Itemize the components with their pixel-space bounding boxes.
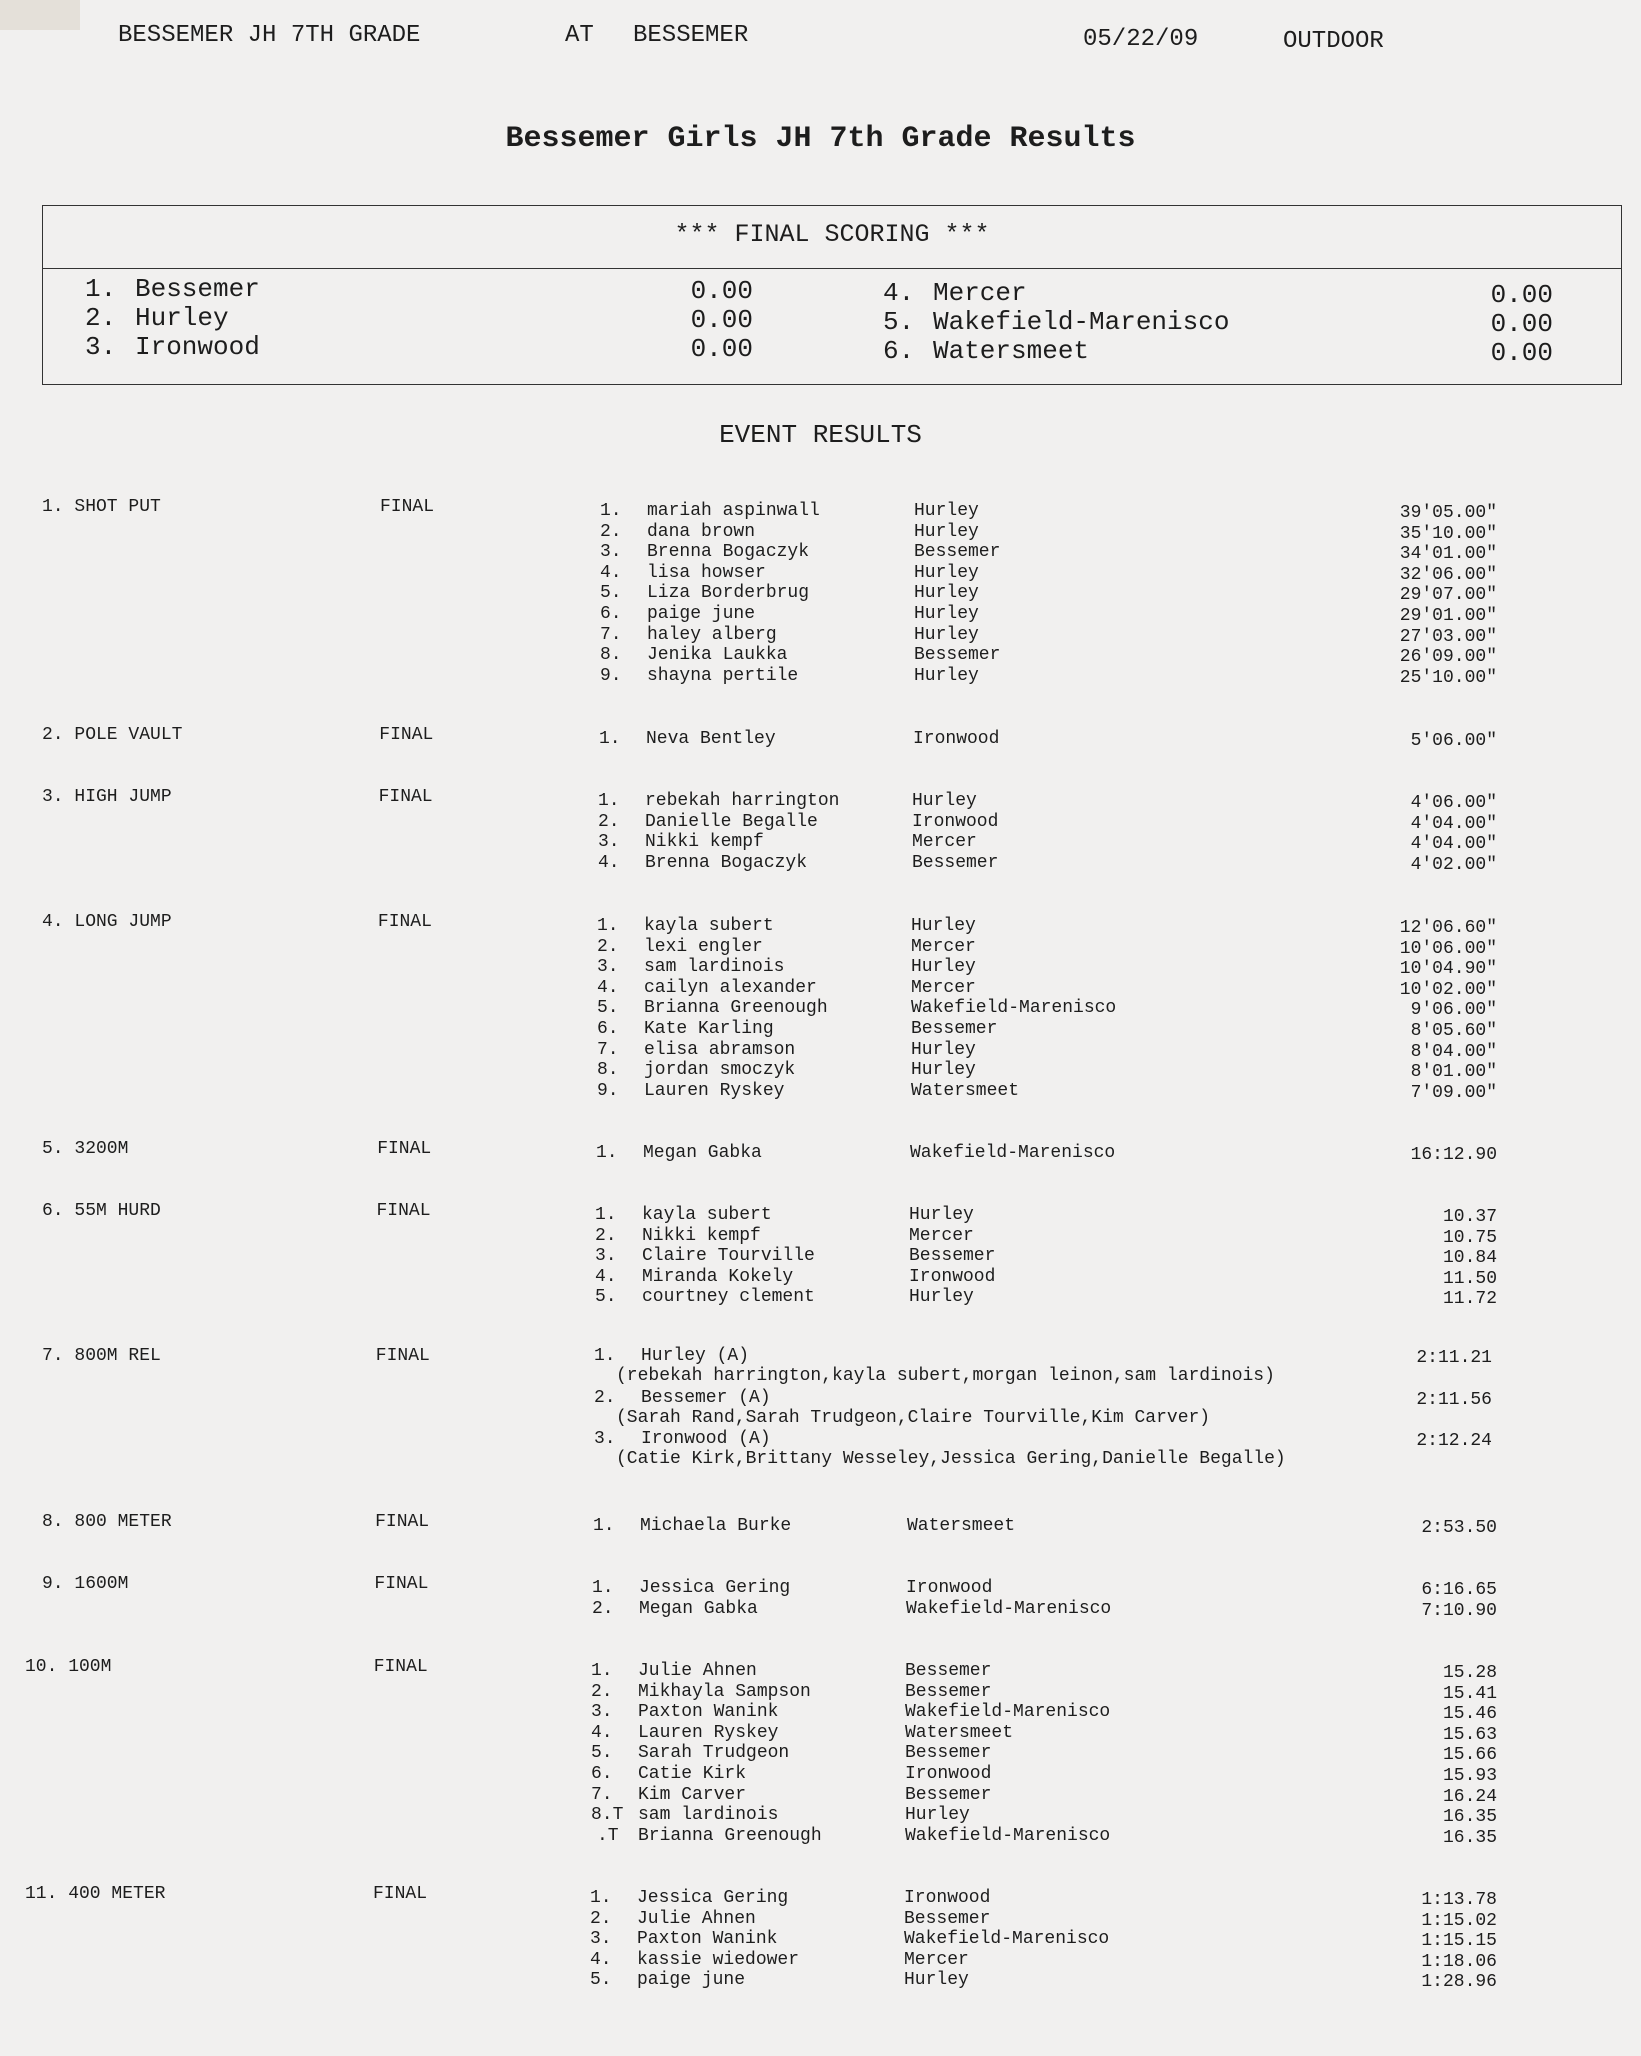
athlete-team: Bessemer — [914, 542, 1001, 563]
final-scoring-title: *** FINAL SCORING *** — [674, 220, 990, 249]
scoring-value: 0.00 — [690, 276, 753, 306]
meet-location: BESSEMER — [633, 22, 749, 49]
scoring-value: 0.00 — [690, 334, 753, 364]
result-place: 3. — [595, 1246, 617, 1267]
result-mark: 9'06.00" — [1410, 1000, 1497, 1021]
result-place: 7. — [591, 1784, 613, 1805]
athlete-team: Watersmeet — [905, 1722, 1014, 1743]
result-mark: 8'01.00" — [1410, 1062, 1497, 1083]
event-name: 3. HIGH JUMP — [42, 787, 172, 807]
athlete-team: Ironwood — [905, 1764, 992, 1784]
result-mark: 15.93 — [1442, 1766, 1497, 1786]
result-mark: 15.63 — [1442, 1724, 1497, 1745]
meet-name: BESSEMER JH 7TH GRADE — [118, 22, 421, 49]
result-mark: 1:15.02 — [1421, 1910, 1497, 1931]
result-place: 3. — [598, 832, 620, 853]
athlete-name: Mikhayla Sampson — [638, 1681, 811, 1702]
meet-date: 05/22/09 — [1083, 26, 1199, 53]
athlete-team: Bessemer — [905, 1661, 992, 1681]
at-label: AT — [565, 22, 594, 49]
scoring-value: 0.00 — [1490, 338, 1553, 368]
athlete-name: paige june — [647, 604, 756, 624]
scoring-rank: 5. — [883, 307, 915, 337]
athlete-name: Brenna Bogaczyk — [647, 542, 810, 563]
athlete-team: Mercer — [909, 1225, 974, 1246]
relay-members: (rebekah harrington,kayla subert,morgan leinon,sam lardinois) — [616, 1366, 1275, 1386]
athlete-team: Hurley — [911, 1060, 976, 1081]
result-place: 5. — [597, 998, 619, 1019]
result-mark: 32'06.00" — [1399, 564, 1497, 585]
athlete-team: Hurley — [914, 562, 979, 583]
athlete-name: Kate Karling — [644, 1019, 774, 1039]
result-place: 3. — [590, 1929, 612, 1950]
scoring-value: 0.00 — [1490, 309, 1553, 339]
result-mark: 1:15.15 — [1421, 1931, 1497, 1952]
athlete-name: cailyn alexander — [644, 977, 817, 998]
athlete-name: kayla subert — [644, 916, 774, 936]
result-mark: 15.46 — [1442, 1704, 1497, 1725]
athlete-team: Wakefield-Marenisco — [910, 1143, 1116, 1163]
athlete-team: Hurley — [914, 624, 979, 645]
event-round: FINAL — [375, 1346, 430, 1366]
relay-members: (Sarah Rand,Sarah Trudgeon,Claire Tourville,Kim Carver) — [616, 1407, 1211, 1428]
result-place: 4. — [597, 977, 619, 998]
result-mark: 10'06.00" — [1399, 938, 1497, 959]
scoring-team: Mercer — [933, 278, 1027, 308]
athlete-name: dana brown — [647, 521, 756, 542]
scoring-rank: 6. — [883, 336, 915, 366]
event-round: FINAL — [373, 1884, 428, 1904]
scoring-rank: 4. — [883, 278, 915, 308]
result-place: 8. — [600, 645, 622, 666]
athlete-team: Wakefield-Marenisco — [905, 1825, 1111, 1846]
athlete-team: Bessemer — [905, 1743, 992, 1764]
athlete-name: sam lardinois — [644, 957, 785, 978]
result-place: 1. — [591, 1661, 613, 1681]
athlete-team: Wakefield-Marenisco — [904, 1929, 1110, 1950]
result-place: 8.T — [591, 1805, 624, 1826]
athlete-name: lisa howser — [647, 562, 766, 583]
athlete-name: Julie Ahnen — [637, 1908, 756, 1929]
athlete-name: elisa abramson — [644, 1039, 796, 1060]
athlete-team: Wakefield-Marenisco — [906, 1598, 1112, 1619]
athlete-name: paige june — [637, 1970, 746, 1991]
event-name: 10. 100M — [25, 1657, 112, 1677]
athlete-name: Claire Tourville — [642, 1246, 815, 1267]
result-place: 9. — [600, 665, 622, 686]
athlete-name: Jessica Gering — [637, 1888, 789, 1908]
athlete-team: Bessemer — [909, 1246, 996, 1267]
result-place: 2. — [597, 936, 619, 957]
athlete-team: Hurley — [914, 583, 979, 604]
athlete-team: Bessemer — [905, 1784, 992, 1805]
result-place: .T — [597, 1825, 619, 1846]
result-mark: 1:13.78 — [1421, 1890, 1497, 1910]
result-place: 1. — [590, 1888, 612, 1908]
relay-mark: 2:12.24 — [1416, 1431, 1492, 1451]
athlete-team: Bessemer — [912, 852, 999, 873]
event-round: FINAL — [380, 497, 435, 517]
result-place: 4. — [591, 1722, 613, 1743]
event-name: 6. 55M HURD — [42, 1201, 161, 1221]
relay-place: 1. — [594, 1346, 616, 1366]
athlete-name: Megan Gabka — [643, 1143, 762, 1163]
event-name: 5. 3200M — [42, 1139, 129, 1159]
result-place: 1. — [595, 1205, 617, 1225]
event-round: FINAL — [378, 787, 433, 807]
athlete-team: Mercer — [911, 977, 976, 998]
athlete-name: kassie wiedower — [637, 1949, 800, 1970]
athlete-team: Ironwood — [906, 1578, 993, 1598]
athlete-team: Hurley — [911, 957, 976, 978]
athlete-name: Neva Bentley — [646, 729, 776, 749]
event-round: FINAL — [374, 1574, 429, 1594]
result-place: 3. — [600, 542, 622, 563]
result-mark: 10.75 — [1442, 1227, 1497, 1248]
athlete-name: Danielle Begalle — [645, 811, 818, 832]
result-mark: 34'01.00" — [1399, 544, 1497, 565]
result-mark: 10'04.90" — [1399, 959, 1497, 980]
result-place: 2. — [591, 1681, 613, 1702]
result-mark: 27'03.00" — [1399, 626, 1497, 647]
result-place: 5. — [600, 583, 622, 604]
athlete-team: Hurley — [914, 501, 979, 521]
scoring-team: Watersmeet — [933, 336, 1090, 366]
athlete-name: sam lardinois — [638, 1805, 779, 1826]
result-place: 2. — [590, 1908, 612, 1929]
result-mark: 16.24 — [1442, 1786, 1497, 1807]
athlete-team: Hurley — [911, 1039, 976, 1060]
athlete-name: haley alberg — [647, 624, 777, 645]
athlete-team: Hurley — [905, 1805, 970, 1826]
result-mark: 4'02.00" — [1410, 854, 1497, 875]
result-mark: 25'10.00" — [1399, 667, 1497, 688]
athlete-name: Liza Borderbrug — [647, 583, 810, 604]
event-round: FINAL — [377, 912, 432, 932]
event-name: 4. LONG JUMP — [42, 912, 172, 932]
result-mark: 16.35 — [1442, 1807, 1497, 1828]
event-name: 11. 400 METER — [25, 1884, 166, 1904]
athlete-name: Brianna Greenough — [644, 998, 828, 1019]
result-place: 4. — [590, 1949, 612, 1970]
athlete-name: Julie Ahnen — [638, 1661, 757, 1681]
athlete-team: Bessemer — [911, 1019, 998, 1039]
result-place: 7. — [597, 1039, 619, 1060]
athlete-name: Sarah Trudgeon — [638, 1743, 790, 1764]
result-mark: 6:16.65 — [1421, 1580, 1497, 1600]
athlete-name: Kim Carver — [638, 1784, 747, 1805]
result-mark: 4'04.00" — [1410, 813, 1497, 834]
result-place: 6. — [591, 1764, 613, 1784]
athlete-team: Watersmeet — [907, 1516, 1016, 1536]
box-divider — [43, 268, 1621, 269]
result-mark: 16.35 — [1442, 1827, 1497, 1848]
result-place: 7. — [600, 624, 622, 645]
athlete-team: Wakefield-Marenisco — [911, 998, 1117, 1019]
athlete-name: Megan Gabka — [639, 1598, 758, 1619]
result-place: 1. — [597, 916, 619, 936]
athlete-team: Mercer — [904, 1949, 969, 1970]
event-name: 7. 800M REL — [42, 1346, 161, 1366]
event-round: FINAL — [375, 1512, 430, 1532]
relay-mark: 2:11.21 — [1416, 1348, 1492, 1368]
result-mark: 15.28 — [1442, 1663, 1497, 1683]
result-place: 6. — [600, 604, 622, 624]
event-name: 8. 800 METER — [42, 1512, 172, 1532]
athlete-team: Bessemer — [914, 645, 1001, 666]
result-place: 6. — [597, 1019, 619, 1039]
athlete-name: shayna pertile — [647, 665, 799, 686]
result-place: 1. — [600, 501, 622, 521]
result-mark: 16:12.90 — [1410, 1145, 1497, 1165]
result-place: 5. — [591, 1743, 613, 1764]
result-mark: 1:28.96 — [1421, 1972, 1497, 1993]
scoring-team: Hurley — [135, 303, 229, 333]
scoring-value: 0.00 — [690, 305, 753, 335]
result-mark: 1:18.06 — [1421, 1951, 1497, 1972]
result-place: 4. — [598, 852, 620, 873]
athlete-team: Ironwood — [909, 1266, 996, 1287]
athlete-team: Mercer — [912, 832, 977, 853]
result-mark: 8'05.60" — [1410, 1021, 1497, 1041]
event-name: 9. 1600M — [42, 1574, 129, 1594]
event-round: FINAL — [379, 725, 434, 745]
scoring-team: Bessemer — [135, 274, 260, 304]
athlete-team: Mercer — [911, 936, 976, 957]
athlete-team: Hurley — [909, 1287, 974, 1308]
result-mark: 11.50 — [1442, 1268, 1497, 1289]
athlete-team: Hurley — [912, 791, 977, 811]
relay-place: 3. — [594, 1429, 616, 1449]
result-mark: 35'10.00" — [1399, 523, 1497, 544]
result-mark: 7'09.00" — [1410, 1082, 1497, 1103]
result-mark: 10.84 — [1442, 1248, 1497, 1269]
athlete-team: Hurley — [914, 665, 979, 686]
result-place: 1. — [598, 791, 620, 811]
result-mark: 5'06.00" — [1410, 731, 1497, 751]
athlete-name: jordan smoczyk — [644, 1060, 796, 1081]
result-mark: 39'05.00" — [1399, 503, 1497, 523]
paper-stain — [0, 0, 80, 30]
result-place: 5. — [590, 1970, 612, 1991]
result-place: 2. — [595, 1225, 617, 1246]
result-mark: 2:53.50 — [1421, 1518, 1497, 1538]
result-mark: 26'09.00" — [1399, 647, 1497, 668]
result-place: 9. — [597, 1080, 619, 1101]
athlete-team: Ironwood — [904, 1888, 991, 1908]
meet-venue: OUTDOOR — [1283, 28, 1384, 55]
result-mark: 10'02.00" — [1399, 979, 1497, 1000]
page-title: Bessemer Girls JH 7th Grade Results — [505, 122, 1136, 156]
athlete-name: Nikki kempf — [645, 832, 764, 853]
result-place: 1. — [599, 729, 621, 749]
result-mark: 12'06.60" — [1399, 918, 1497, 938]
scoring-rank: 1. — [85, 274, 117, 304]
result-place: 4. — [600, 562, 622, 583]
result-place: 5. — [595, 1287, 617, 1308]
relay-team: Bessemer (A) — [641, 1387, 771, 1408]
relay-mark: 2:11.56 — [1416, 1389, 1492, 1410]
event-results-title: EVENT RESULTS — [719, 420, 922, 450]
scoring-team: Wakefield-Marenisco — [933, 307, 1230, 337]
relay-members: (Catie Kirk,Brittany Wesseley,Jessica Gering,Danielle Begalle) — [616, 1449, 1286, 1469]
result-mark: 8'04.00" — [1410, 1041, 1497, 1062]
athlete-name: Paxton Wanink — [637, 1929, 778, 1950]
athlete-team: Bessemer — [905, 1681, 992, 1702]
athlete-team: Watersmeet — [911, 1080, 1020, 1101]
athlete-team: Bessemer — [904, 1908, 991, 1929]
event-round: FINAL — [373, 1657, 428, 1677]
athlete-name: kayla subert — [642, 1205, 772, 1225]
athlete-name: Miranda Kokely — [642, 1266, 794, 1287]
result-mark: 4'06.00" — [1410, 793, 1497, 813]
athlete-name: lexi engler — [644, 936, 763, 957]
event-name: 1. SHOT PUT — [42, 497, 161, 517]
event-round: FINAL — [376, 1201, 431, 1221]
athlete-name: rebekah harrington — [645, 791, 840, 811]
result-place: 8. — [597, 1060, 619, 1081]
result-place: 1. — [596, 1143, 618, 1163]
athlete-team: Hurley — [909, 1205, 974, 1225]
result-mark: 11.72 — [1442, 1289, 1497, 1310]
result-mark: 29'01.00" — [1399, 606, 1497, 626]
scoring-value: 0.00 — [1490, 280, 1553, 310]
athlete-name: Michaela Burke — [640, 1516, 792, 1536]
athlete-name: Lauren Ryskey — [644, 1080, 785, 1101]
final-scoring-box — [42, 205, 1622, 385]
result-mark: 4'04.00" — [1410, 834, 1497, 855]
scoring-rank: 2. — [85, 303, 117, 333]
event-name: 2. POLE VAULT — [42, 725, 183, 745]
athlete-name: courtney clement — [642, 1287, 815, 1308]
result-place: 1. — [592, 1578, 614, 1598]
relay-team: Hurley (A) — [641, 1346, 750, 1366]
athlete-name: Jessica Gering — [639, 1578, 791, 1598]
result-place: 3. — [597, 957, 619, 978]
athlete-name: Lauren Ryskey — [638, 1722, 779, 1743]
athlete-name: mariah aspinwall — [647, 501, 820, 521]
athlete-team: Ironwood — [912, 811, 999, 832]
scoring-team: Ironwood — [135, 332, 260, 362]
result-place: 2. — [592, 1598, 614, 1619]
result-place: 4. — [595, 1266, 617, 1287]
result-mark: 10.37 — [1442, 1207, 1497, 1227]
result-mark: 29'07.00" — [1399, 585, 1497, 606]
scoring-rank: 3. — [85, 332, 117, 362]
athlete-team: Hurley — [904, 1970, 969, 1991]
result-mark: 15.66 — [1442, 1745, 1497, 1766]
result-place: 2. — [600, 521, 622, 542]
athlete-team: Wakefield-Marenisco — [905, 1702, 1111, 1723]
athlete-team: Ironwood — [913, 729, 1000, 749]
result-place: 1. — [593, 1516, 615, 1536]
relay-team: Ironwood (A) — [641, 1429, 771, 1449]
result-mark: 7:10.90 — [1421, 1600, 1497, 1621]
result-place: 2. — [598, 811, 620, 832]
athlete-name: Paxton Wanink — [638, 1702, 779, 1723]
athlete-name: Brianna Greenough — [638, 1825, 822, 1846]
athlete-team: Hurley — [914, 604, 979, 624]
event-round: FINAL — [377, 1139, 432, 1159]
athlete-team: Hurley — [914, 521, 979, 542]
result-place: 3. — [591, 1702, 613, 1723]
athlete-name: Brenna Bogaczyk — [645, 852, 808, 873]
relay-place: 2. — [594, 1387, 616, 1408]
result-mark: 15.41 — [1442, 1683, 1497, 1704]
athlete-name: Catie Kirk — [638, 1764, 747, 1784]
athlete-name: Nikki kempf — [642, 1225, 761, 1246]
athlete-team: Hurley — [911, 916, 976, 936]
athlete-name: Jenika Laukka — [647, 645, 788, 666]
